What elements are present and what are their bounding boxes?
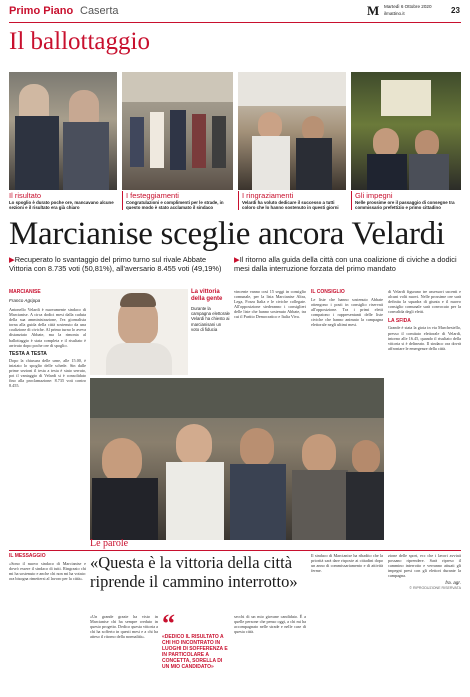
article-text: di Velardi figurano tre assessori uscenti e alcuni volti nuovi. Nelle prossime ore sarà definita la squadra di giunta e il nuovo consiglio comunale sarà convocato per la convalida degli eletti. bbox=[388, 289, 461, 315]
article-text-b: Dopo la chiusura delle urne, alle 15.00, è iniziato lo spoglio delle schede. Sin dalle prime sezioni il testa a testa è stato serrato, poi il vantaggio di Velardi si è consolidato fino alla proclamazione: 8.735 voti contro 8.455. bbox=[9, 357, 86, 389]
article-text: vincente vanno così 15 seggi in consiglio comunale, per la lista Marcianise Altra, Lega, Forza Italia e le civiche collegate. All'opposizione siederanno i consiglieri delle liste che hanno sostenuto Abbate, tra cui il Partito Democratico e Italia Viva. bbox=[234, 289, 306, 320]
photo-caption-text: Nelle prossime ore il passaggio di consegne tra commissario prefettizio e primo cittadino bbox=[355, 200, 455, 211]
copyright: © RIPRODUZIONE RISERVATA bbox=[409, 586, 461, 591]
second-text: «Sono il nuovo sindaco di Marcianise e dovrò essere il sindaco di tutti. Ringrazio chi mi ha sostenuto e anche chi non mi ha votato: ora bisogna rimettersi al lavoro per la città». bbox=[9, 561, 86, 582]
photo-caption-title: I ringraziamenti bbox=[242, 191, 294, 200]
header-rule bbox=[9, 22, 461, 23]
kicker-title: Il ballottaggio bbox=[9, 28, 150, 55]
signature: fra. agr. bbox=[445, 580, 461, 586]
photo-celebration bbox=[122, 72, 233, 190]
section-name: Primo Piano bbox=[9, 5, 74, 17]
photo-commitments bbox=[351, 72, 461, 190]
subhead-left bbox=[9, 256, 227, 274]
subhead-sfida: LA SFIDA bbox=[388, 318, 411, 325]
second-text: Il sindaco di Marcianise ha ribadito che la priorità sarà dare risposte ai cittadini dopo un anno di commissariamento e di attività ferme. bbox=[311, 553, 383, 574]
second-column-1 bbox=[9, 553, 86, 695]
portrait-caption-title: La vittoria della gente bbox=[191, 289, 223, 302]
article-column-1 bbox=[9, 289, 86, 541]
second-section-label: IL MESSAGGIO bbox=[9, 553, 46, 559]
site-name: ilmattino.it bbox=[384, 11, 405, 16]
photo-caption-text: Congratulazioni e complimenti per le strade, in questo modo è stato acclamato il sindaco bbox=[126, 200, 224, 211]
subsection-name: Caserta bbox=[80, 5, 119, 17]
photo-caption-2 bbox=[122, 191, 233, 210]
portrait-caption-text: Durante la campagna elettorale Velardi ha chiesto ai marcianisani un voto di fiducia bbox=[191, 306, 230, 332]
pull-quote-text: «DEDICO IL RISULTATO A CHI HO INCONTRATO IN LUOGHI DI SOFFERENZA E IN PARTICOLARE A CONCETTA, SORELLA DI UN MIO CANDIDATO» bbox=[162, 634, 228, 670]
article-text: Le liste che hanno sostenuto Abbate ottengono i posti in consiglio riservati all'opposizione. Tra i primi eletti compaiono i rappresentanti delle liste civiche che hanno animato la campagna elettorale negli ultimi mesi. bbox=[311, 297, 383, 328]
section-label: MARCIANISE bbox=[9, 289, 41, 295]
page-header bbox=[0, 0, 470, 22]
pull-quote bbox=[162, 609, 230, 696]
second-text: secchi di un mio giovane candidato. È a quelle persone che penso oggi, a chi mi ha accompagnato nelle strade e nelle case di questa città. bbox=[234, 614, 306, 635]
date-line: Martedì 6 Ottobre 2020 bbox=[384, 4, 432, 9]
second-text: «Un grande grazie ha visto in Marcianise chi ha sempre creduto in questo progetto. Dedico questa vittoria a chi ha sofferto in questi mesi e a chi ha atteso il ritorno della normalità». bbox=[90, 614, 158, 640]
second-column-2 bbox=[90, 614, 158, 696]
subhead-right-text: Il ritorno alla guida della città con una coalizione di civiche a dodici mesi dalla interruzione forzata del primo mandato bbox=[234, 255, 457, 273]
portrait-photo bbox=[90, 289, 188, 375]
article-text-b: Grande è stata la gioia in via Marchesiello, presso il comitato elettorale di Velardi, intorno alle 16.45, quando il risultato della vittoria si è delineato. Il sindaco ora dovrà affrontare le emergenze della città. bbox=[388, 325, 461, 351]
byline: Franco Agrippa bbox=[9, 298, 41, 303]
crowd-photo bbox=[90, 378, 384, 540]
quote-icon: “ bbox=[162, 609, 175, 638]
second-rule bbox=[9, 550, 461, 551]
subhead-right bbox=[234, 256, 461, 274]
subhead-consiglio: IL CONSIGLIO bbox=[311, 289, 345, 295]
photo-caption-1 bbox=[9, 191, 117, 210]
article-text: Antonello Velardi è nuovamente sindaco di Marcianise. A circa dodici mesi dalla caduta della sua amministrazione, l'ex giornalista torna alla guida della città sostenuto da una coalizione di civiche. Al primo turno lo aveva distanziato Abbate, ma la rimonta al ballottaggio è stata completa e il risultato è arrivato dopo poche ore di spoglio. bbox=[9, 307, 86, 348]
article-column-3 bbox=[234, 289, 306, 373]
photo-caption-text: Lo spoglio è durato poche ore, mancavano alcune sezioni e il risultato era già chiaro bbox=[9, 200, 114, 211]
main-headline: Marcianise sceglie ancora Velardi bbox=[9, 216, 445, 252]
brand-mark: M bbox=[367, 3, 380, 18]
second-kicker: Le parole bbox=[90, 538, 129, 549]
second-text: zione delle sport, ecc che i lavori avviati possano riprendere. Sarà ripreso il cammino interrotto e verranno attuati gli impegni presi con gli elettori durante la campagna. bbox=[388, 553, 461, 579]
photo-counting bbox=[9, 72, 117, 190]
photo-caption-3 bbox=[238, 191, 346, 210]
photo-thanks bbox=[238, 72, 346, 190]
photo-caption-text: Velardi ha voluto dedicare il successo a tutti coloro che lo hanno sostenuto in questi giorni bbox=[242, 200, 339, 211]
article-column-5 bbox=[388, 289, 461, 541]
second-column-3 bbox=[234, 614, 306, 696]
photo-caption-title: Gli impegni bbox=[355, 191, 393, 200]
page-number: 23 bbox=[451, 6, 460, 15]
photo-caption-4 bbox=[351, 191, 461, 210]
article-column-4 bbox=[311, 289, 383, 373]
arrow-icon: ▶ bbox=[9, 255, 15, 264]
arrow-icon: ▶ bbox=[234, 255, 240, 264]
subhead-left-text: Recuperato lo svantaggio del primo turno sul rivale Abbate Vittoria con 8.735 voti (50,81%), all'aversario 8.455 voti (49,19%) bbox=[9, 255, 222, 273]
second-column-5 bbox=[388, 553, 461, 695]
portrait-caption bbox=[191, 289, 230, 332]
second-column-4 bbox=[311, 553, 383, 695]
second-headline: «Questa è la vittoria della città riprende il cammino interrotto» bbox=[90, 553, 298, 591]
photo-caption-title: I festeggiamenti bbox=[126, 191, 179, 200]
photo-caption-title: Il risultato bbox=[9, 191, 42, 200]
subhead-testa: TESTA A TESTA bbox=[9, 350, 47, 357]
